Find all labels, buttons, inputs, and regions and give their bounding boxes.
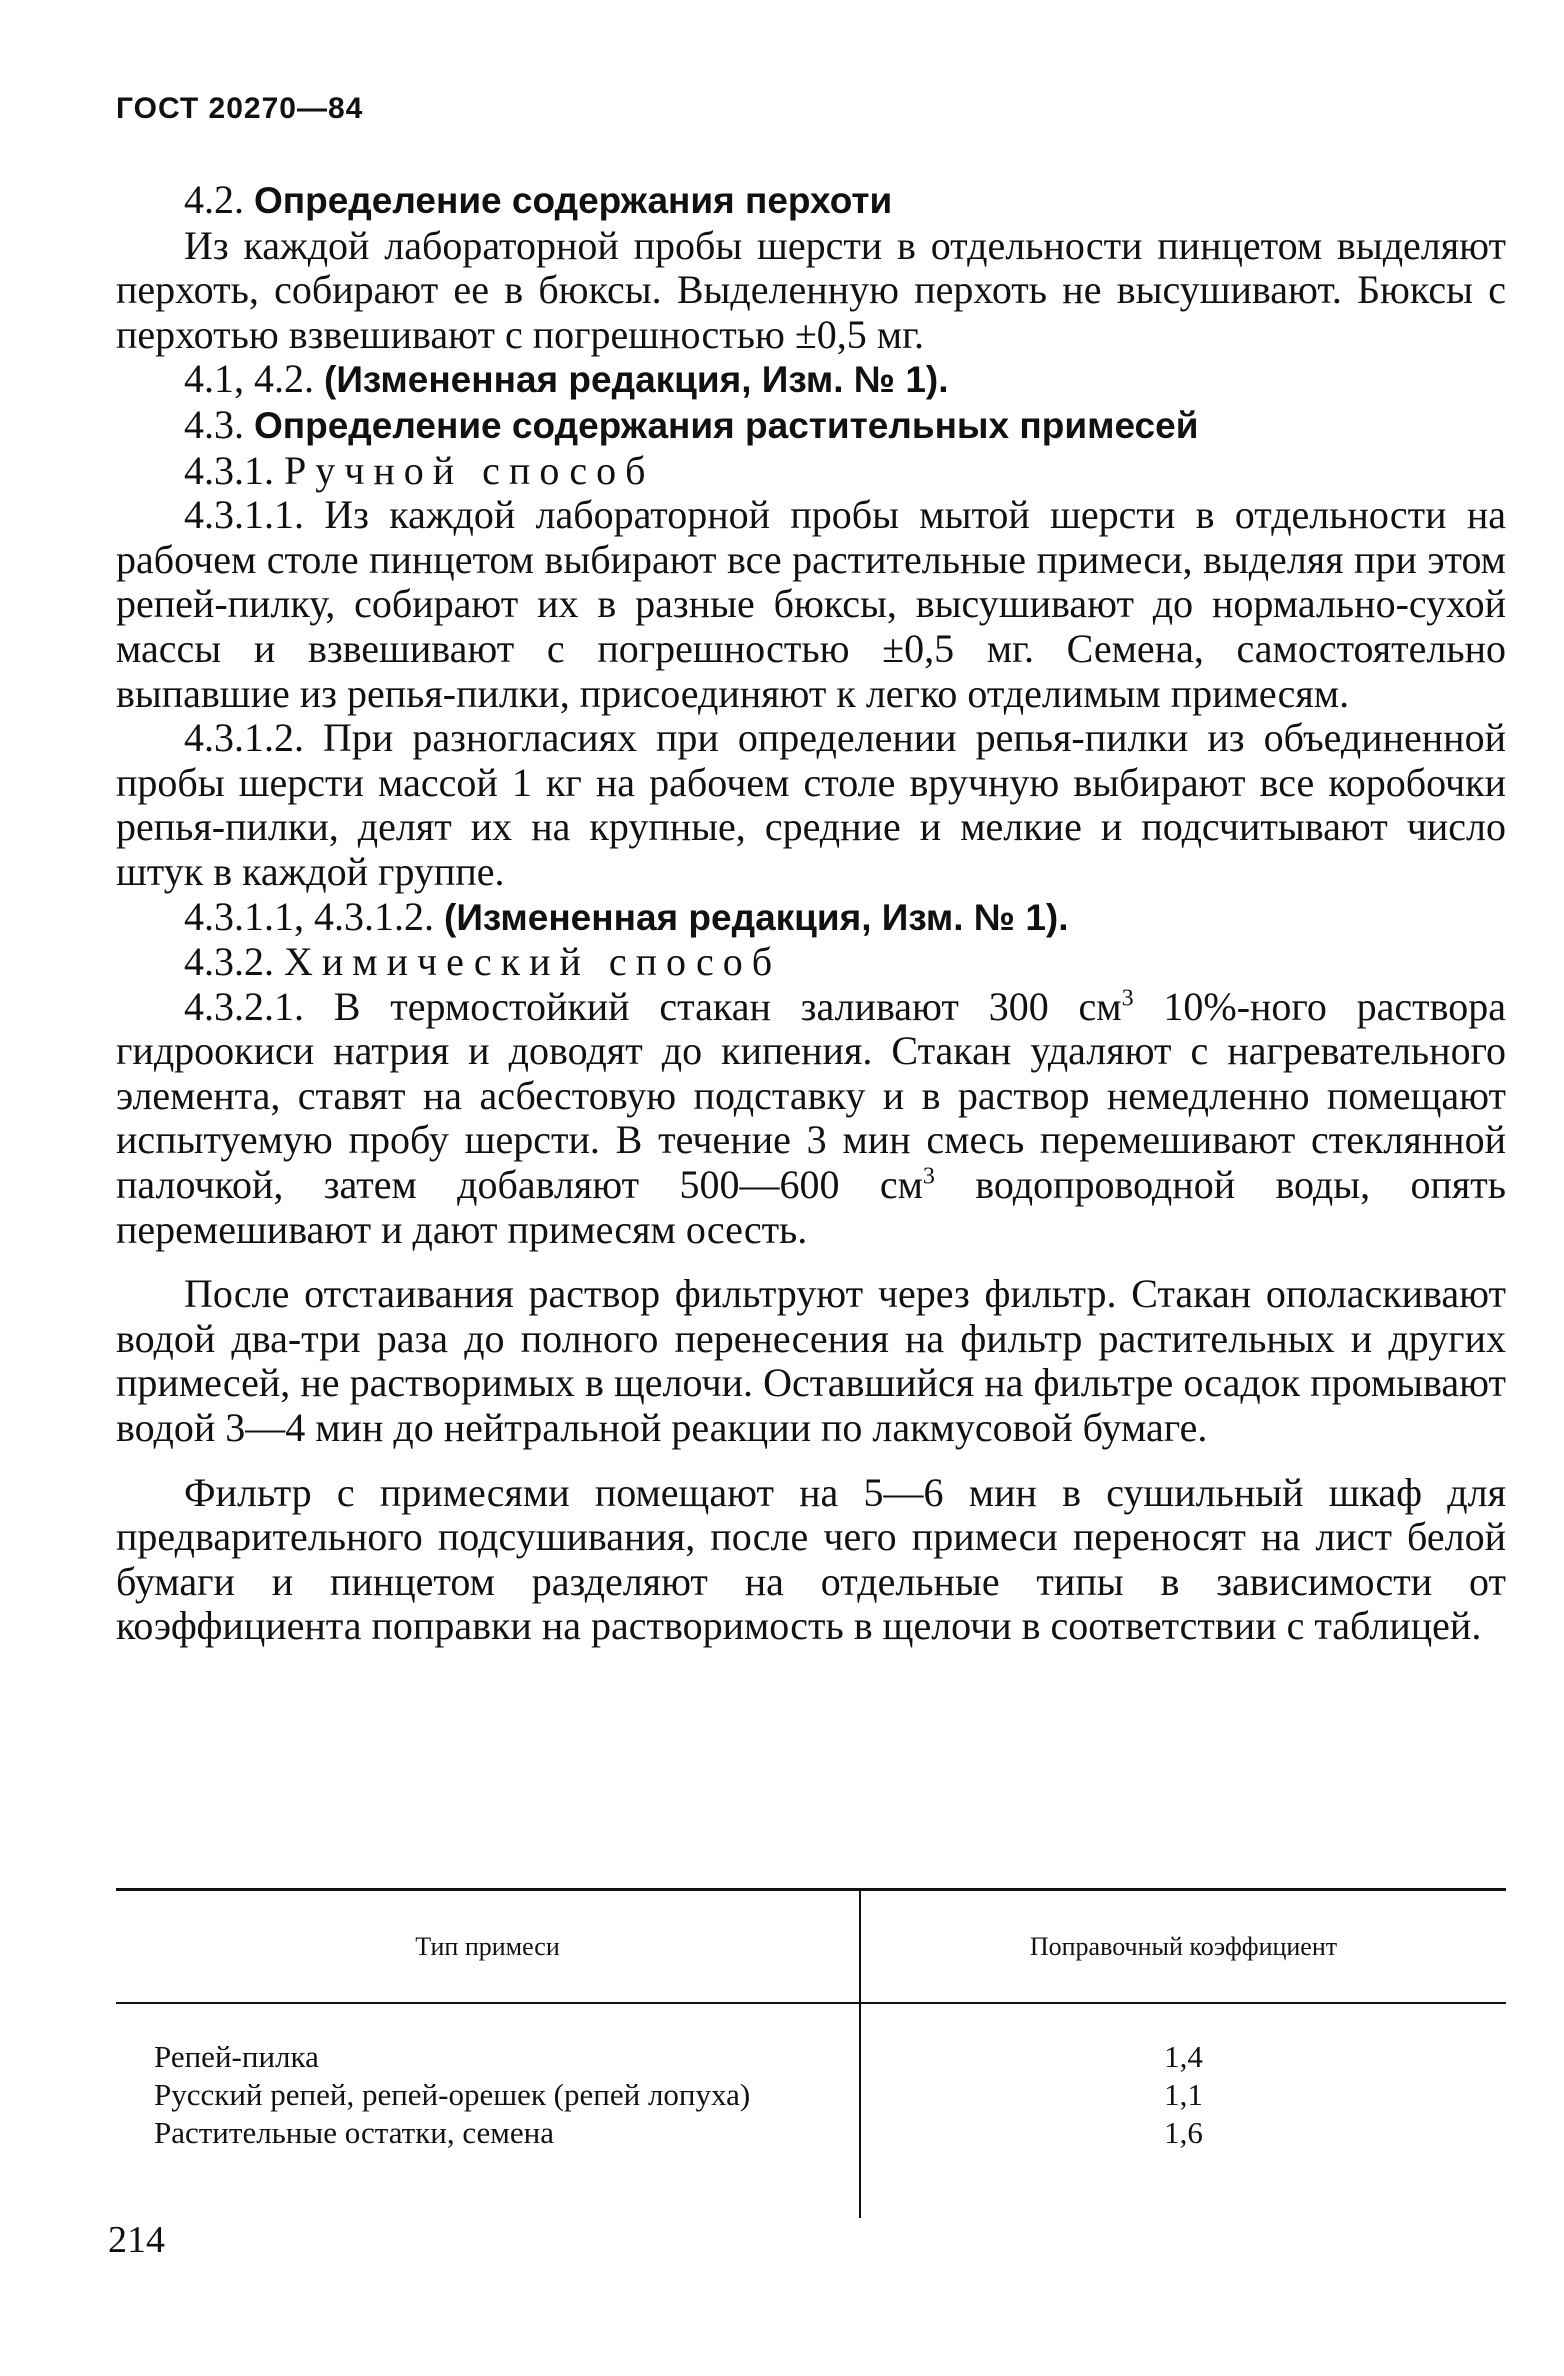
table-header-rule bbox=[116, 2002, 1506, 2004]
subsection-heading-4-3-2: 4.3.2. Химический способ bbox=[184, 939, 782, 985]
cell-type: Репей-пилка bbox=[154, 2039, 319, 2074]
coefficient-table bbox=[116, 1888, 1506, 2238]
table-header-type: Тип примеси bbox=[415, 1932, 560, 1961]
table-top-rule bbox=[116, 1888, 1506, 1891]
table-row bbox=[116, 2038, 1506, 2076]
table-body bbox=[116, 2038, 1506, 2152]
revision-note: 4.3.1.1, 4.3.1.2. (Измененная редакция, Изм. № 1). bbox=[184, 893, 1069, 939]
page-number: 214 bbox=[108, 2219, 165, 2261]
subsection-heading-4-3-1: 4.3.1. Ручной способ bbox=[184, 447, 655, 493]
section-heading-4-2: 4.2. Определение содержания перхоти bbox=[184, 177, 893, 222]
table-row bbox=[116, 2076, 1506, 2114]
paragraph: Фильтр с примесями помещают на 5—6 мин в сушильный шкаф для предварительного подсушивания, после чего примеси переносят на лист белой бумаги и пинцетом разделяют на отдельные типы в зависимости от коэффициента поправки на растворимость в щелочи в соответствии с таблицей. bbox=[116, 1469, 1506, 1649]
paragraph: Из каждой лабораторной пробы шерсти в отдельности пинцетом выделяют перхоть, собирают ее в бюксы. Выделенную перхоть не высушивают. Бюксы с перхотью взвешивают с погрешностью ±0,5 мг. bbox=[116, 222, 1506, 357]
cell-coefficient: 1,6 bbox=[1164, 2115, 1203, 2150]
revision-note: 4.1, 4.2. (Измененная редакция, Изм. № 1). bbox=[184, 356, 949, 402]
paragraph: 4.3.1.1. Из каждой лабораторной пробы мытой шерсти в отдельности на рабочем столе пинцетом выбирают все растительные примеси, выделяя при этом репей-пилку, собирают их в разные бюксы, высушивают до нормально-сухой массы и взвешивают с погрешностью ±0,5 мг. Семена, самостоятельно выпавшие из репья-пилки, присоединяют к легко отделимым примесям. bbox=[116, 492, 1506, 716]
cell-type: Русский репей, репей-орешек (репей лопуха) bbox=[154, 2077, 751, 2112]
document-body bbox=[116, 178, 1506, 1649]
paragraph: После отстаивания раствор фильтруют через фильтр. Стакан ополаскивают водой два-три раза до полного перенесения на фильтр растительных и других примесей, не растворимых в щелочи. Оставшийся на фильтре осадок промывают водой 3—4 мин до нейтральной реакции по лакмусовой бумаге. bbox=[116, 1271, 1506, 1451]
cell-type: Растительные остатки, семена bbox=[154, 2115, 554, 2150]
cell-coefficient: 1,4 bbox=[1164, 2039, 1203, 2074]
table-row bbox=[116, 2114, 1506, 2152]
paragraph: 4.3.1.2. При разногласиях при определении репья-пилки из объединенной пробы шерсти массой 1 кг на рабочем столе вручную выбирают все коробочки репья-пилки, делят их на крупные, средние и мелкие и подсчитывают число штук в каждой группе. bbox=[116, 715, 1506, 894]
cell-coefficient: 1,1 bbox=[1164, 2077, 1203, 2112]
section-heading-4-3: 4.3. Определение содержания растительных примесей bbox=[184, 401, 1199, 447]
document-code: ГОСТ 20270—84 bbox=[116, 92, 364, 125]
table-header-coefficient: Поправочный коэффициент bbox=[1029, 1932, 1338, 1961]
paragraph: 4.3.2.1. В термостойкий стакан заливают 300 $см^3$ 10%-ного раствора гидроокиси натрия и доводят до кипения. Стакан удаляют с нагревательного элемента, ставят на асбестовую подставку и в раствор немедленно помещают испытуемую пробу шерсти. В течение 3 мин смесь перемешивают стеклянной палочкой, затем добавляют 500—600 $см^3$ водопроводной воды, опять перемешивают и дают примесям осесть. bbox=[116, 983, 1507, 1252]
